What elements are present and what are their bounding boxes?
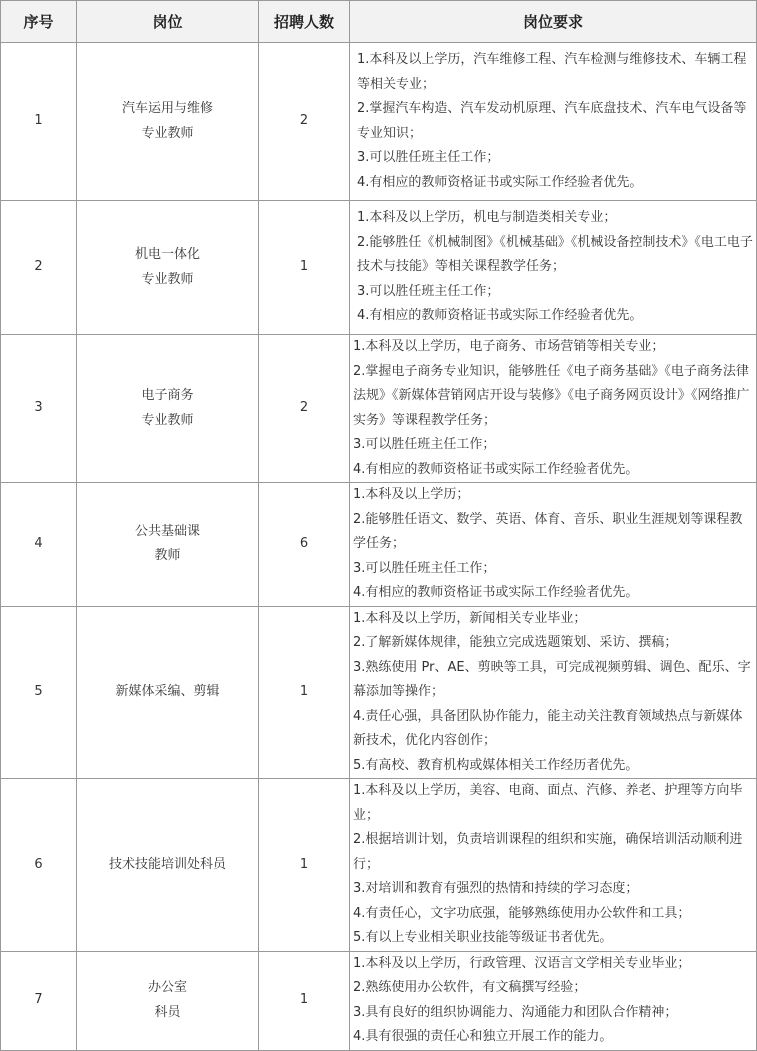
table-row xyxy=(1,779,757,952)
header-position: 岗位 xyxy=(77,1,259,43)
table-row xyxy=(1,335,757,483)
position-line: 技术技能培训处科员 xyxy=(108,856,226,872)
row-position xyxy=(77,779,259,952)
row-count: 1 xyxy=(259,951,350,1050)
requirement-item: 5.有高校、教育机构或媒体相关工作经历者优先。 xyxy=(353,757,639,773)
position-line: 科员 xyxy=(154,1004,181,1020)
row-requirements xyxy=(350,951,757,1050)
row-requirements xyxy=(350,606,757,779)
row-index: 1 xyxy=(1,43,77,201)
requirement-item: 4.有相应的教师资格证书或实际工作经验者优先。 xyxy=(353,461,639,477)
row-requirements xyxy=(350,43,757,201)
position-line: 教师 xyxy=(154,548,181,564)
requirement-item: 5.有以上专业相关职业技能等级证书者优先。 xyxy=(353,930,613,945)
row-index: 3 xyxy=(1,335,77,483)
requirement-item: 1.本科及以上学历，电子商务、市场营销等相关专业； xyxy=(353,339,665,354)
requirement-item: 1.本科及以上学历，行政管理、汉语言文学相关专业毕业； xyxy=(353,955,691,971)
header-row xyxy=(1,1,757,43)
requirement-item: 2.掌握电子商务专业知识，能够胜任《电子商务基础》《电子商务法律法规》《新媒体营销网店开设与装修》《电子商务网页设计》《网络推广实务》等课程教学任务； xyxy=(353,363,750,428)
requirement-item: 4.责任心强，具备团队协作能力，能主动关注教育领域热点与新媒体新技术，优化内容创作； xyxy=(353,708,743,748)
row-position xyxy=(77,335,259,483)
table-row xyxy=(1,951,757,1050)
row-count: 1 xyxy=(259,606,350,779)
row-index: 5 xyxy=(1,606,77,779)
requirement-item: 3.具有良好的组织协调能力、沟通能力和团队合作精神； xyxy=(353,1004,678,1020)
row-count: 1 xyxy=(259,201,350,335)
requirement-item: 1.本科及以上学历，汽车维修工程、汽车检测与维修技术、车辆工程等相关专业； xyxy=(357,52,747,92)
table-row xyxy=(1,43,757,201)
requirement-item: 1.本科及以上学历，美容、电商、面点、汽修、养老、护理等方向毕业； xyxy=(353,783,743,823)
row-requirements xyxy=(350,779,757,952)
requirement-item: 4.具有很强的责任心和独立开展工作的能力。 xyxy=(353,1029,613,1044)
requirement-item: 4.有相应的教师资格证书或实际工作经验者优先。 xyxy=(357,174,643,190)
row-count: 6 xyxy=(259,483,350,607)
row-position xyxy=(77,43,259,201)
requirement-item: 4.有相应的教师资格证书或实际工作经验者优先。 xyxy=(357,308,643,324)
row-requirements xyxy=(350,201,757,335)
requirement-item: 2.了解新媒体规律，能独立完成选题策划、采访、撰稿； xyxy=(353,635,678,650)
requirement-item: 1.本科及以上学历； xyxy=(353,487,470,502)
requirement-item: 4.有责任心，文字功底强，能够熟练使用办公软件和工具； xyxy=(353,905,691,921)
requirement-item: 3.可以胜任班主任工作； xyxy=(357,150,500,165)
row-requirements xyxy=(350,335,757,483)
requirement-item: 3.可以胜任班主任工作； xyxy=(353,560,496,576)
table-row xyxy=(1,201,757,335)
header-requirements: 岗位要求 xyxy=(350,1,757,43)
row-index: 2 xyxy=(1,201,77,335)
row-requirements xyxy=(350,483,757,607)
requirement-item: 2.能够胜任语文、数学、英语、体育、音乐、职业生涯规划等课程教学任务； xyxy=(353,511,743,551)
row-position xyxy=(77,201,259,335)
requirement-item: 3.熟练使用 Pr、AE、剪映等工具，可完成视频剪辑、调色、配乐、字幕添加等操作； xyxy=(353,659,751,699)
requirement-item: 2.能够胜任《机械制图》《机械基础》《机械设备控制技术》《电工电子技术与技能》等相关课程教学任务； xyxy=(357,234,753,275)
requirement-item: 3.可以胜任班主任工作； xyxy=(353,437,496,452)
requirement-item: 2.掌握汽车构造、汽车发动机原理、汽车底盘技术、汽车电气设备等专业知识； xyxy=(357,101,747,141)
position-line: 汽车运用与维修 xyxy=(121,101,213,116)
requirement-item: 4.有相应的教师资格证书或实际工作经验者优先。 xyxy=(353,585,639,600)
position-line: 电子商务 xyxy=(141,388,194,403)
requirement-item: 1.本科及以上学历，新闻相关专业毕业； xyxy=(353,610,587,626)
row-position xyxy=(77,951,259,1050)
position-line: 机电一体化 xyxy=(134,247,200,262)
position-line: 专业教师 xyxy=(141,271,194,287)
position-line: 专业教师 xyxy=(141,125,194,141)
requirement-item: 3.对培训和教育有强烈的热情和持续的学习态度； xyxy=(353,881,639,896)
row-count: 2 xyxy=(259,43,350,201)
table-row xyxy=(1,483,757,607)
requirement-item: 3.可以胜任班主任工作； xyxy=(357,283,500,299)
row-index: 4 xyxy=(1,483,77,607)
table-row xyxy=(1,606,757,779)
position-line: 办公室 xyxy=(147,980,187,995)
row-position xyxy=(77,483,259,607)
requirement-item: 2.根据培训计划，负责培训课程的组织和实施，确保培训活动顺利进行； xyxy=(353,832,743,872)
position-line: 新媒体采编、剪辑 xyxy=(115,684,220,699)
row-position xyxy=(77,606,259,779)
row-index: 7 xyxy=(1,951,77,1050)
position-line: 公共基础课 xyxy=(134,523,200,539)
requirement-item: 2.熟练使用办公软件，有文稿撰写经验； xyxy=(353,980,587,995)
header-index: 序号 xyxy=(1,1,77,43)
row-count: 2 xyxy=(259,335,350,483)
position-line: 专业教师 xyxy=(141,412,194,428)
row-index: 6 xyxy=(1,779,77,952)
requirement-item: 1.本科及以上学历，机电与制造类相关专业； xyxy=(357,210,617,226)
header-count: 招聘人数 xyxy=(259,1,350,43)
row-count: 1 xyxy=(259,779,350,952)
